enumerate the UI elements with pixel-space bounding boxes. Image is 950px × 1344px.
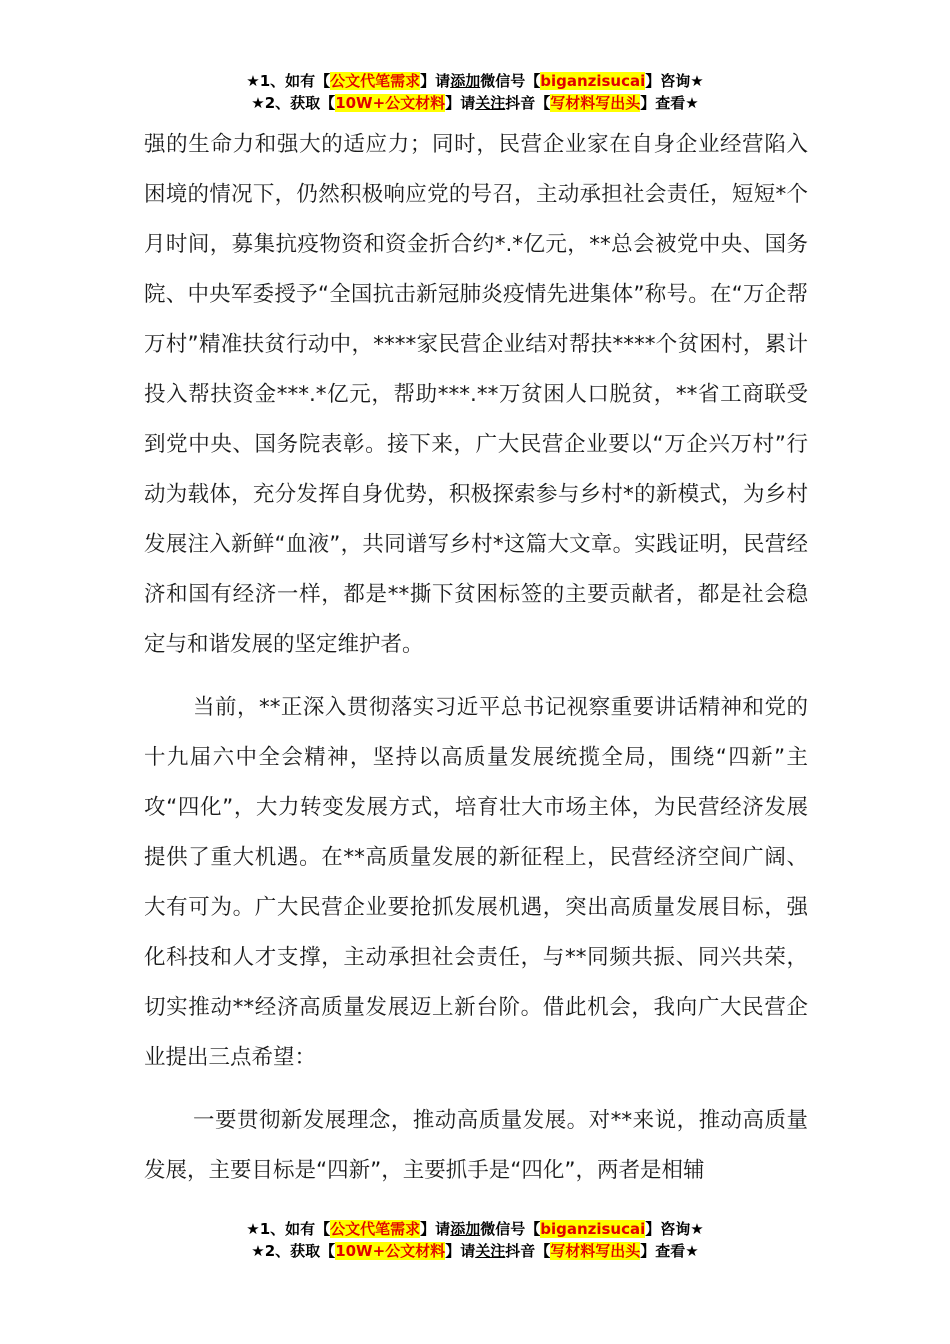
footer-banner (0, 1218, 950, 1262)
paragraph: 当前，**正深入贯彻落实习近平总书记视察重要讲话精神和党的十九届六中全会精神，坚持以高质量发展统揽全局，围绕“四新”主攻“四化”，大力转变发展方式，培育壮大市场主体，为民营经济发展提供了重大机遇。在**高质量发展的新征程上，民营经济空间广阔、大有可为。广大民营企业要抢抓发展机遇，突出高质量发展目标，强化科技和人才支撑，主动承担社会责任，与**同频共振、同兴共荣，切实推动**经济高质量发展迈上新台阶。借此机会，我向广大民营企业提出三点希望： (144, 695, 808, 1070)
banner-line-2: ★2、获取【10W+公文材料】请关注抖音【写材料写出头】查看★ (251, 1242, 699, 1260)
highlight-text: 10W+公文材料 (335, 1242, 446, 1260)
banner-line-1: ★1、如有【公文代笔需求】请添加微信号【biganzisucai】咨询★ (246, 72, 704, 90)
paragraph: 一要贯彻新发展理念，推动高质量发展。对**来说，推动高质量发展，主要目标是“四新”，主要抓手是“四化”，两者是相辅 (144, 1108, 808, 1183)
paragraph: 强的生命力和强大的适应力；同时，民营企业家在自身企业经营陷入困境的情况下，仍然积极响应党的号召，主动承担社会责任，短短*个月时间，募集抗疫物资和资金折合约*.*亿元，**总会被党中央、国务院、中央军委授予“全国抗击新冠肺炎疫情先进集体”称号。在“万企帮万村”精准扶贫行动中，****家民营企业结对帮扶****个贫困村，累计投入帮扶资金***.*亿元，帮助***.**万贫困人口脱贫，**省工商联受到党中央、国务院表彰。接下来，广大民营企业要以“万企兴万村”行动为载体，充分发挥自身优势，积极探索参与乡村*的新模式，为乡村发展注入新鲜“血液”，共同谱写乡村*这篇大文章。实践证明，民营经济和国有经济一样，都是**撕下贫困标签的主要贡献者，都是社会稳定与和谐发展的坚定维护者。 (144, 132, 808, 657)
douyin-id: 写材料写出头 (550, 1242, 641, 1260)
document-body (144, 120, 808, 1196)
douyin-id: 写材料写出头 (550, 94, 641, 112)
wechat-id: biganzisucai (540, 72, 646, 90)
highlight-text: 公文代笔需求 (330, 1220, 421, 1238)
header-banner (0, 70, 950, 114)
banner-line-1: ★1、如有【公文代笔需求】请添加微信号【biganzisucai】咨询★ (246, 1220, 704, 1238)
highlight-text: 10W+公文材料 (335, 94, 446, 112)
banner-line-2: ★2、获取【10W+公文材料】请关注抖音【写材料写出头】查看★ (251, 94, 699, 112)
highlight-text: 公文代笔需求 (330, 72, 421, 90)
wechat-id: biganzisucai (540, 1220, 646, 1238)
